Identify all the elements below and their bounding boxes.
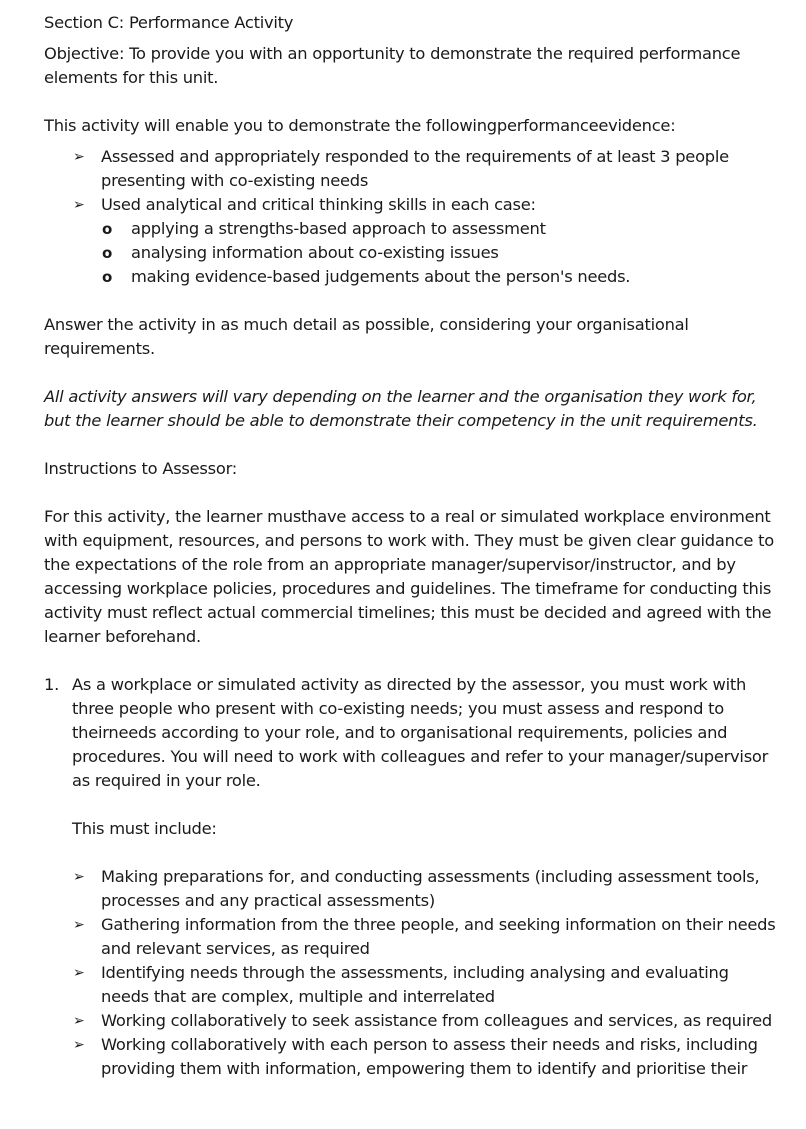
sub-item-text: applying a strengths-based approach to assessment xyxy=(131,219,546,238)
arrow-bullet-icon: ➢ xyxy=(73,917,85,933)
question-text: As a workplace or simulated activity as directed by the assessor, you must work with three people who present with co-existing needs; you must assess and respond to theirneeds according to your role, and to organisational requirements, policies and procedures. You will need to work with colleagues and refer to your manager/supervisor as required in your role. xyxy=(72,675,769,790)
list-item xyxy=(44,265,779,289)
list-item xyxy=(44,1033,779,1081)
include-item-text: Identifying needs through the assessments, including analysing and evaluating needs that are complex, multiple and interrelated xyxy=(101,963,729,1006)
list-item xyxy=(44,193,779,217)
list-item xyxy=(44,913,779,961)
include-item-text: Making preparations for, and conducting assessments (including assessment tools, processes and any practical assessments) xyxy=(101,867,760,910)
include-list xyxy=(44,865,779,1081)
list-item xyxy=(44,961,779,1009)
assessor-instructions: For this activity, the learner musthave access to a real or simulated workplace environment with equipment, resources, and persons to work with. They must be given clear guidance to the expectations of the role from an appropriate manager/supervisor/instructor, and by accessing workplace policies, procedures and guidelines. The timeframe for conducting this activity must reflect actual commercial timelines; this must be decided and agreed with the learner beforehand. xyxy=(44,507,774,646)
include-item-text: Working collaboratively with each person to assess their needs and risks, including providing them with information, empowering them to identify and prioritise their xyxy=(101,1035,758,1078)
answer-instruction: Answer the activity in as much detail as possible, considering your organisational requirements. xyxy=(44,315,689,358)
include-item-text: Working collaboratively to seek assistance from colleagues and services, as required xyxy=(101,1011,772,1030)
circle-bullet-icon: o xyxy=(102,244,113,262)
sub-item-text: making evidence-based judgements about the person's needs. xyxy=(131,267,631,286)
include-label: This must include: xyxy=(72,819,217,838)
list-item xyxy=(44,1009,779,1033)
objective-text: Objective: To provide you with an opportunity to demonstrate the required performance elements for this unit. xyxy=(44,44,741,87)
circle-bullet-icon: o xyxy=(102,220,113,238)
list-item xyxy=(44,241,779,265)
sub-item-text: analysing information about co-existing issues xyxy=(131,243,499,262)
evidence-list xyxy=(44,145,779,217)
list-item xyxy=(44,217,779,241)
evidence-item-text: Used analytical and critical thinking skills in each case: xyxy=(101,195,536,214)
italic-note: All activity answers will vary depending on the learner and the organisation they work for, but the learner should be able to demonstrate their competency in the unit requirements. xyxy=(44,387,758,430)
question-number: 1. xyxy=(44,675,60,694)
include-item-text: Gathering information from the three people, and seeking information on their needs and relevant services, as required xyxy=(101,915,776,958)
assessor-heading: Instructions to Assessor: xyxy=(44,459,238,478)
sub-evidence-list xyxy=(44,217,779,289)
arrow-bullet-icon: ➢ xyxy=(73,1013,85,1029)
arrow-bullet-icon: ➢ xyxy=(73,197,85,213)
circle-bullet-icon: o xyxy=(102,268,113,286)
arrow-bullet-icon: ➢ xyxy=(73,149,85,165)
list-item xyxy=(44,145,779,193)
intro-text: This activity will enable you to demonstrate the followingperformanceevidence: xyxy=(44,116,676,135)
evidence-item-text: Assessed and appropriately responded to the requirements of at least 3 people presenting with co-existing needs xyxy=(101,147,729,190)
arrow-bullet-icon: ➢ xyxy=(73,1037,85,1053)
question-1 xyxy=(44,673,779,793)
arrow-bullet-icon: ➢ xyxy=(73,965,85,981)
arrow-bullet-icon: ➢ xyxy=(73,869,85,885)
list-item xyxy=(44,865,779,913)
section-title: Section C: Performance Activity xyxy=(44,13,294,32)
document-page xyxy=(44,11,779,1081)
